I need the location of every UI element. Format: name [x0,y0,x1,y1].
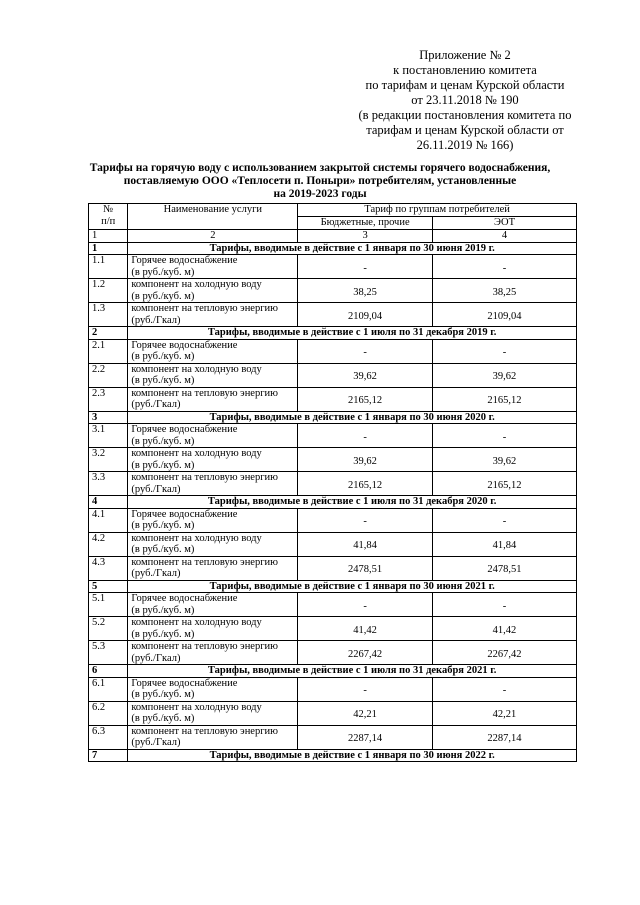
service-name: Горячее водоснабжение [131,255,238,266]
service-name-cell [128,303,298,327]
item-number: 3.2 [89,448,128,472]
service-unit: (руб./Гкал) [131,314,181,326]
item-number: 3.3 [89,472,128,496]
budget-tariff-value: 39,62 [298,363,433,387]
budget-tariff-value: 41,42 [298,617,433,641]
eot-tariff-value: 42,21 [432,701,576,725]
budget-tariff-value: 2287,14 [298,725,433,749]
appendix-ref-date: от 23.11.2018 № 190 [411,93,519,107]
table-row [89,387,577,411]
column-number: 4 [432,230,576,243]
service-name: компонент на холодную воду [131,701,262,713]
item-number: 5.2 [89,617,128,641]
item-number: 4.1 [89,508,128,532]
service-name: компонент на тепловую энергию [131,556,278,568]
service-name-cell [128,424,298,448]
budget-tariff-value: 39,62 [298,448,433,472]
item-number: 6.3 [89,725,128,749]
header-num-label: № [103,204,114,215]
table-row [89,255,577,279]
service-unit: (в руб./куб. м) [131,290,195,302]
budget-tariff-value: 42,21 [298,701,433,725]
service-unit: (в руб./куб. м) [131,266,195,278]
service-name-cell [128,641,298,665]
service-name-cell [128,339,298,363]
eot-tariff-value: - [432,255,576,279]
eot-tariff-value: 2165,12 [432,472,576,496]
item-number: 5.1 [89,593,128,617]
service-name: компонент на тепловую энергию [131,472,278,483]
eot-tariff-value: 41,84 [432,532,576,556]
table-row [89,508,577,532]
column-number-row [89,230,577,243]
header-num-label: п/п [101,215,116,227]
period-row [89,327,577,340]
table-row [89,363,577,387]
item-number: 6.2 [89,701,128,725]
period-title: Тарифы, вводимые в действие с 1 июля по 31 декабря 2019 г. [128,327,577,340]
service-name: компонент на тепловую энергию [131,641,278,652]
eot-tariff-value: 39,62 [432,448,576,472]
title-line: на 2019-2023 годы [273,188,367,200]
period-row [89,496,577,509]
service-name-cell [128,448,298,472]
document-title [88,162,552,201]
period-title: Тарифы, вводимые в действие с 1 июля по 31 декабря 2021 г. [128,665,577,678]
service-unit: (в руб./куб. м) [131,351,195,362]
table-row [89,593,577,617]
service-name: компонент на холодную воду [131,617,262,628]
service-unit: (руб./Гкал) [131,737,181,748]
period-title: Тарифы, вводимые в действие с 1 января по 30 июня 2020 г. [128,411,577,424]
eot-tariff-value: 2478,51 [432,556,576,580]
service-name-cell [128,255,298,279]
service-name-cell [128,701,298,725]
eot-tariff-value: 2109,04 [432,303,576,327]
header-service-cell: Наименование услуги [128,204,298,230]
budget-tariff-value: 38,25 [298,279,433,303]
service-unit: (руб./Гкал) [131,483,181,495]
eot-tariff-value: 41,42 [432,617,576,641]
period-number: 5 [89,580,128,593]
header-group-cell: Тариф по группам потребителей [298,204,577,217]
period-title: Тарифы, вводимые в действие с 1 января по 30 июня 2022 г. [128,749,577,762]
item-number: 5.3 [89,641,128,665]
service-name: компонент на холодную воду [131,279,262,290]
period-title: Тарифы, вводимые в действие с 1 января по 30 июня 2021 г. [128,580,577,593]
service-name: компонент на холодную воду [131,532,262,544]
item-number: 2.1 [89,339,128,363]
table-row [89,279,577,303]
period-number: 4 [89,496,128,509]
header-eot-cell: ЭОТ [432,217,576,230]
period-row [89,411,577,424]
eot-tariff-value: 2287,14 [432,725,576,749]
service-unit: (в руб./куб. м) [131,604,195,616]
table-row [89,725,577,749]
service-name: Горячее водоснабжение [131,339,238,351]
eot-tariff-value: - [432,424,576,448]
eot-tariff-value: 38,25 [432,279,576,303]
table-row [89,556,577,580]
budget-tariff-value: 2478,51 [298,556,433,580]
budget-tariff-value: - [298,424,433,448]
header-num-cell [89,204,128,230]
appendix-ref-line: к постановлению комитета [393,63,537,77]
service-name: Горячее водоснабжение [131,424,238,435]
service-unit: (в руб./куб. м) [131,544,195,555]
budget-tariff-value: 2165,12 [298,387,433,411]
budget-tariff-value: - [298,677,433,701]
appendix-number: Приложение № 2 [419,48,511,62]
item-number: 1.2 [89,279,128,303]
service-name: компонент на холодную воду [131,448,262,459]
service-unit: (в руб./куб. м) [131,713,195,724]
appendix-ref-line: тарифам и ценам Курской области от [366,123,564,137]
appendix-ref-date: 26.11.2019 № 166) [416,138,514,152]
period-number: 7 [89,749,128,762]
item-number: 1.3 [89,303,128,327]
tariff-table [88,203,577,762]
table-row [89,677,577,701]
item-number: 3.1 [89,424,128,448]
table-row [89,617,577,641]
service-name-cell [128,593,298,617]
column-number: 1 [89,230,128,243]
service-unit: (в руб./куб. м) [131,435,195,447]
table-header-row [89,204,577,217]
period-title: Тарифы, вводимые в действие с 1 января по 30 июня 2019 г. [128,242,577,255]
budget-tariff-value: 2165,12 [298,472,433,496]
title-line: поставляемую ООО «Теплосети п. Поныри» потребителям, установленные [123,175,517,187]
service-name-cell [128,472,298,496]
service-unit: (в руб./куб. м) [131,689,195,700]
service-name-cell [128,556,298,580]
service-unit: (руб./Гкал) [131,399,181,410]
budget-tariff-value: - [298,508,433,532]
item-number: 2.2 [89,363,128,387]
table-row [89,701,577,725]
eot-tariff-value: - [432,508,576,532]
service-name: Горячее водоснабжение [131,508,238,520]
table-row [89,424,577,448]
period-row [89,665,577,678]
service-name-cell [128,725,298,749]
service-name: компонент на тепловую энергию [131,303,278,314]
table-row [89,641,577,665]
service-name: Горячее водоснабжение [131,593,238,604]
service-name-cell [128,387,298,411]
budget-tariff-value: 41,84 [298,532,433,556]
service-unit: (в руб./куб. м) [131,628,195,640]
column-number: 2 [128,230,298,243]
service-name: компонент на тепловую энергию [131,725,278,737]
period-row [89,242,577,255]
eot-tariff-value: - [432,339,576,363]
eot-tariff-value: 39,62 [432,363,576,387]
service-name-cell [128,617,298,641]
service-unit: (руб./Гкал) [131,652,181,664]
period-number: 3 [89,411,128,424]
eot-tariff-value: - [432,593,576,617]
service-unit: (руб./Гкал) [131,568,181,579]
eot-tariff-value: 2165,12 [432,387,576,411]
item-number: 4.2 [89,532,128,556]
appendix-header [340,48,590,153]
service-name-cell [128,532,298,556]
period-number: 2 [89,327,128,340]
service-unit: (в руб./куб. м) [131,375,195,386]
item-number: 1.1 [89,255,128,279]
budget-tariff-value: 2109,04 [298,303,433,327]
budget-tariff-value: - [298,339,433,363]
budget-tariff-value: - [298,593,433,617]
table-row [89,472,577,496]
service-name-cell [128,279,298,303]
appendix-ref-line: по тарифам и ценам Курской области [365,78,565,92]
service-name: компонент на тепловую энергию [131,387,278,399]
column-number: 3 [298,230,433,243]
service-unit: (в руб./куб. м) [131,520,195,531]
budget-tariff-value: - [298,255,433,279]
table-row [89,303,577,327]
item-number: 2.3 [89,387,128,411]
table-row [89,532,577,556]
eot-tariff-value: - [432,677,576,701]
period-number: 6 [89,665,128,678]
service-name-cell [128,677,298,701]
item-number: 6.1 [89,677,128,701]
table-row [89,339,577,363]
service-name-cell [128,363,298,387]
service-name: Горячее водоснабжение [131,677,238,689]
period-row [89,580,577,593]
appendix-ref-line: (в редакции постановления комитета по [358,108,572,122]
service-unit: (в руб./куб. м) [131,459,195,471]
header-budget-cell: Бюджетные, прочие [298,217,433,230]
period-number: 1 [89,242,128,255]
budget-tariff-value: 2267,42 [298,641,433,665]
service-name: компонент на холодную воду [131,363,262,375]
title-line: Тарифы на горячую воду с использованием закрытой системы горячего водоснабжения, [89,162,551,174]
period-title: Тарифы, вводимые в действие с 1 июля по 31 декабря 2020 г. [128,496,577,509]
item-number: 4.3 [89,556,128,580]
period-row [89,749,577,762]
service-name-cell [128,508,298,532]
eot-tariff-value: 2267,42 [432,641,576,665]
table-row [89,448,577,472]
